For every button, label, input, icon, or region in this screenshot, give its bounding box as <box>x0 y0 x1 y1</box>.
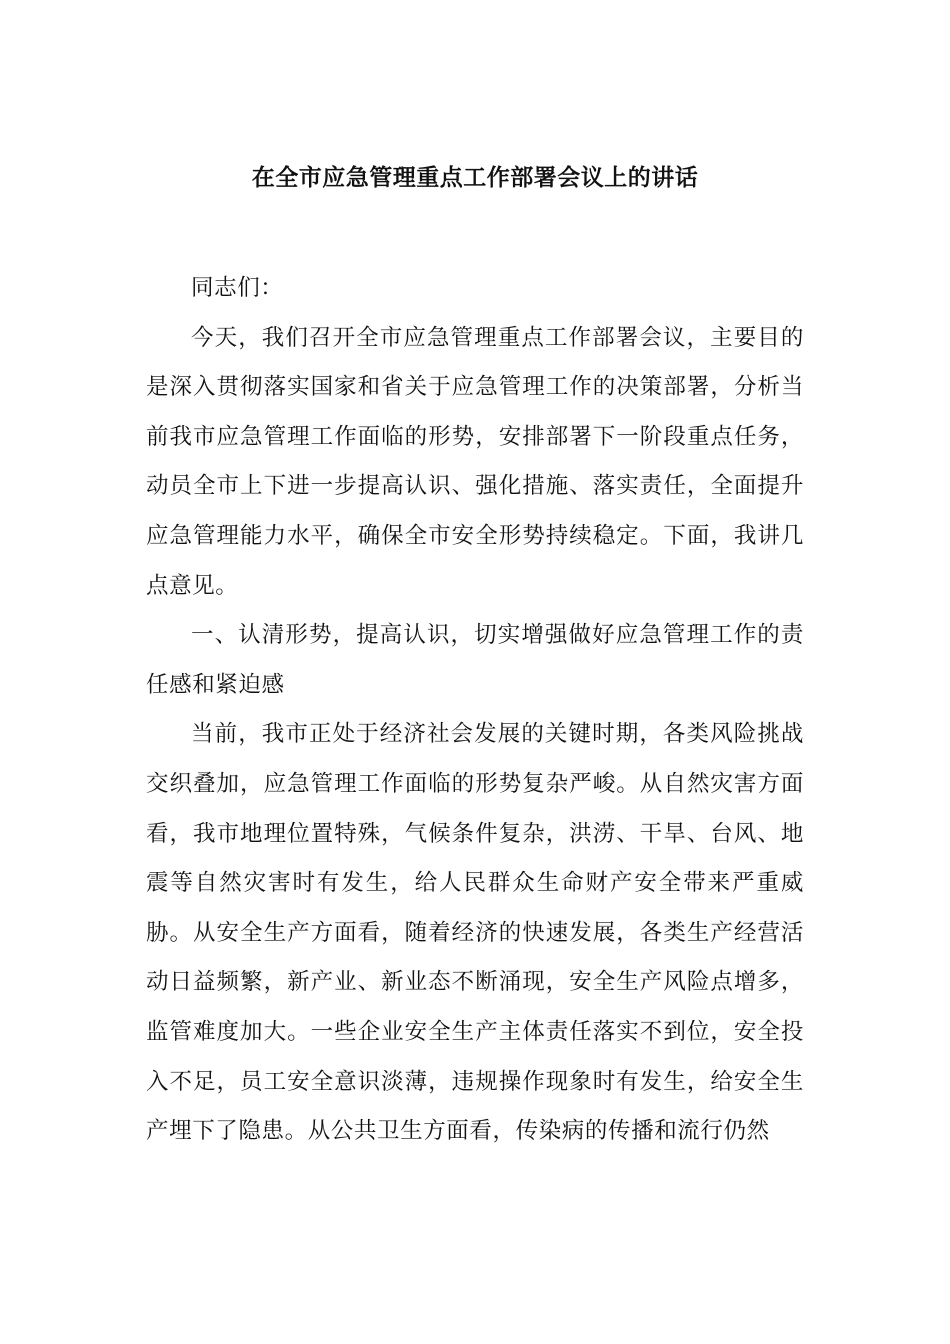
paragraph-situation: 当前，我市正处于经济社会发展的关键时期，各类风险挑战交织叠加，应急管理工作面临的形势复杂严峻。从自然灾害方面看，我市地理位置特殊，气候条件复杂，洪涝、干旱、台风、地震等自然灾害时有发生，给人民群众生命财产安全带来严重威胁。从安全生产方面看，随着经济的快速发展，各类生产经营活动日益频繁，新产业、新业态不断涌现，安全生产风险点增多，监管难度加大。一些企业安全生产主体责任落实不到位，安全投入不足，员工安全意识淡薄，违规操作现象时有发生，给安全生产埋下了隐患。从公共卫生方面看，传染病的传播和流行仍然 <box>146 721 804 1145</box>
section-heading-1: 一、认清形势，提高认识，切实增强做好应急管理工作的责任感和紧迫感 <box>146 622 804 698</box>
document-title: 在全市应急管理重点工作部署会议上的讲话 <box>251 165 699 191</box>
paragraph-intro: 今天，我们召开全市应急管理重点工作部署会议，主要目的是深入贯彻落实国家和省关于应急管理工作的决策部署，分析当前我市应急管理工作面临的形势，安排部署下一阶段重点任务，动员全市上下进一步提高认识、强化措施、落实责任，全面提升应急管理能力水平，确保全市安全形势持续稳定。下面，我讲几点意见。 <box>146 324 804 599</box>
document-body <box>146 264 804 1157</box>
salutation: 同志们： <box>191 275 284 301</box>
